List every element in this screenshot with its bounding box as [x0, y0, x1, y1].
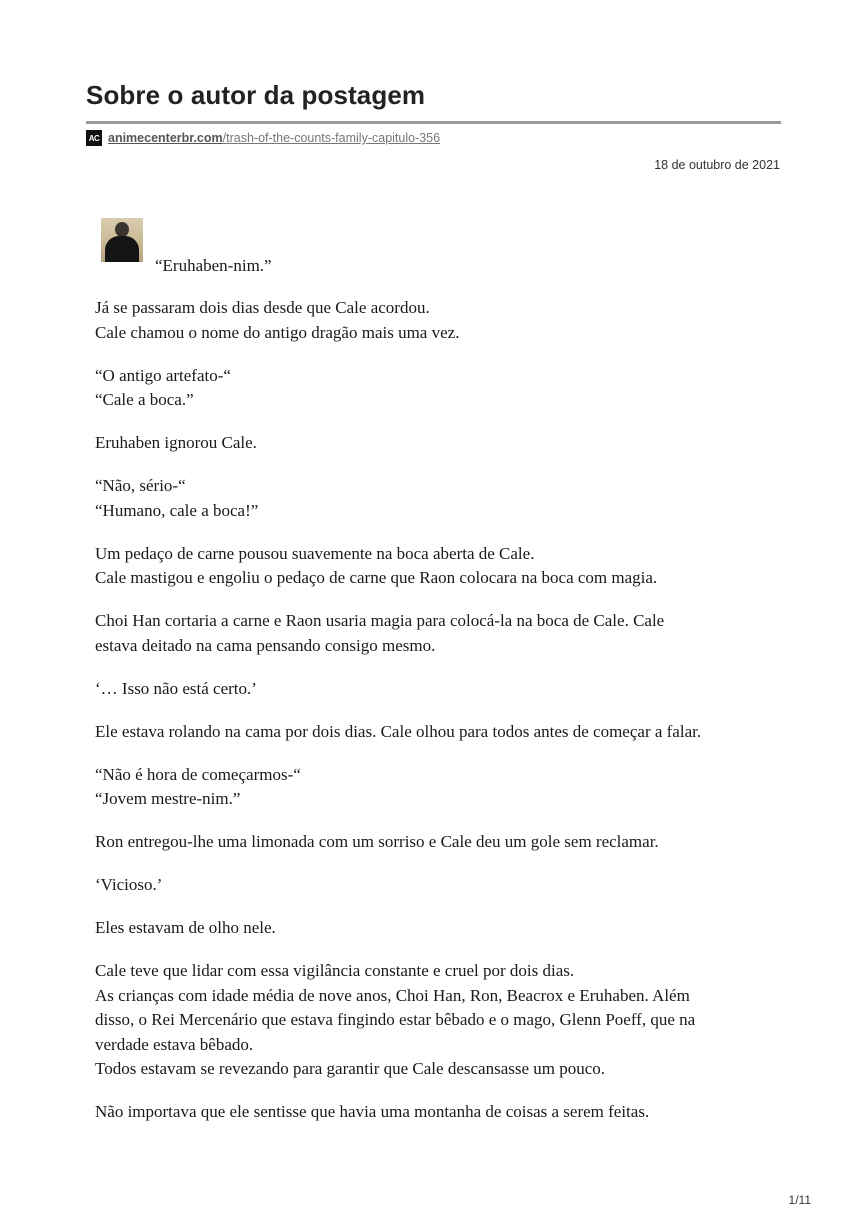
paragraph: Um pedaço de carne pousou suavemente na boca aberta de Cale. Cale mastigou e engoliu o pedaço de carne que Raon colocara na boca com magia.	[95, 543, 658, 587]
paragraph: Choi Han cortaria a carne e Raon usaria magia para colocá-la na boca de Cale. Cale estava deitado na cama pensando consigo mesmo.	[95, 611, 665, 655]
source-link-path[interactable]: /trash-of-the-counts-family-capitulo-356	[222, 131, 441, 145]
paragraph: Não importava que ele sentisse que havia uma montanha de coisas a serem feitas.	[95, 1102, 650, 1121]
paragraph: “Não, sério-“ “Humano, cale a boca!”	[95, 476, 259, 520]
source-link-domain[interactable]: animecenterbr.com	[108, 131, 223, 145]
post-date: 18 de outubro de 2021	[654, 158, 780, 172]
title-divider	[86, 121, 781, 124]
paragraph: “O antigo artefato-“ “Cale a boca.”	[95, 365, 231, 409]
paragraph: Cale teve que lidar com essa vigilância constante e cruel por dois dias. As crianças com idade média de nove anos, Choi Han, Ron, Beacrox e Eruhaben. Além disso, o Rei Mercenário que estava fingindo estar bêbado e o mago, Glenn Poeff, que na verdade estava bêbado. Todos estavam se revezando para garantir que Cale descansasse um pouco.	[95, 961, 696, 1078]
avatar-body	[105, 236, 139, 262]
paragraph: ‘Vicioso.’	[95, 875, 163, 894]
source-line	[86, 130, 440, 146]
paragraph: “Não é hora de começarmos-“ “Jovem mestre-nim.”	[95, 764, 301, 808]
article-content	[95, 296, 795, 1143]
paragraph: ‘… Isso não está certo.’	[95, 678, 257, 698]
paragraph: Eles estavam de olho nele.	[95, 918, 276, 937]
page-title: Sobre o autor da postagem	[86, 80, 426, 110]
paragraph: Ron entregou-lhe uma limonada com um sorriso e Cale deu um gole sem reclamar.	[95, 832, 659, 851]
first-quote: “Eruhaben-nim.”	[155, 256, 272, 275]
paragraph: Já se passaram dois dias desde que Cale acordou. Cale chamou o nome do antigo dragão mais uma vez.	[95, 298, 460, 342]
avatar-head	[115, 222, 129, 237]
page-number: 1/11	[788, 1193, 811, 1207]
paragraph: Eruhaben ignorou Cale.	[95, 433, 257, 452]
site-logo-icon: AC	[86, 130, 102, 146]
paragraph: Ele estava rolando na cama por dois dias. Cale olhou para todos antes de começar a falar.	[95, 721, 702, 741]
author-avatar	[101, 218, 143, 262]
